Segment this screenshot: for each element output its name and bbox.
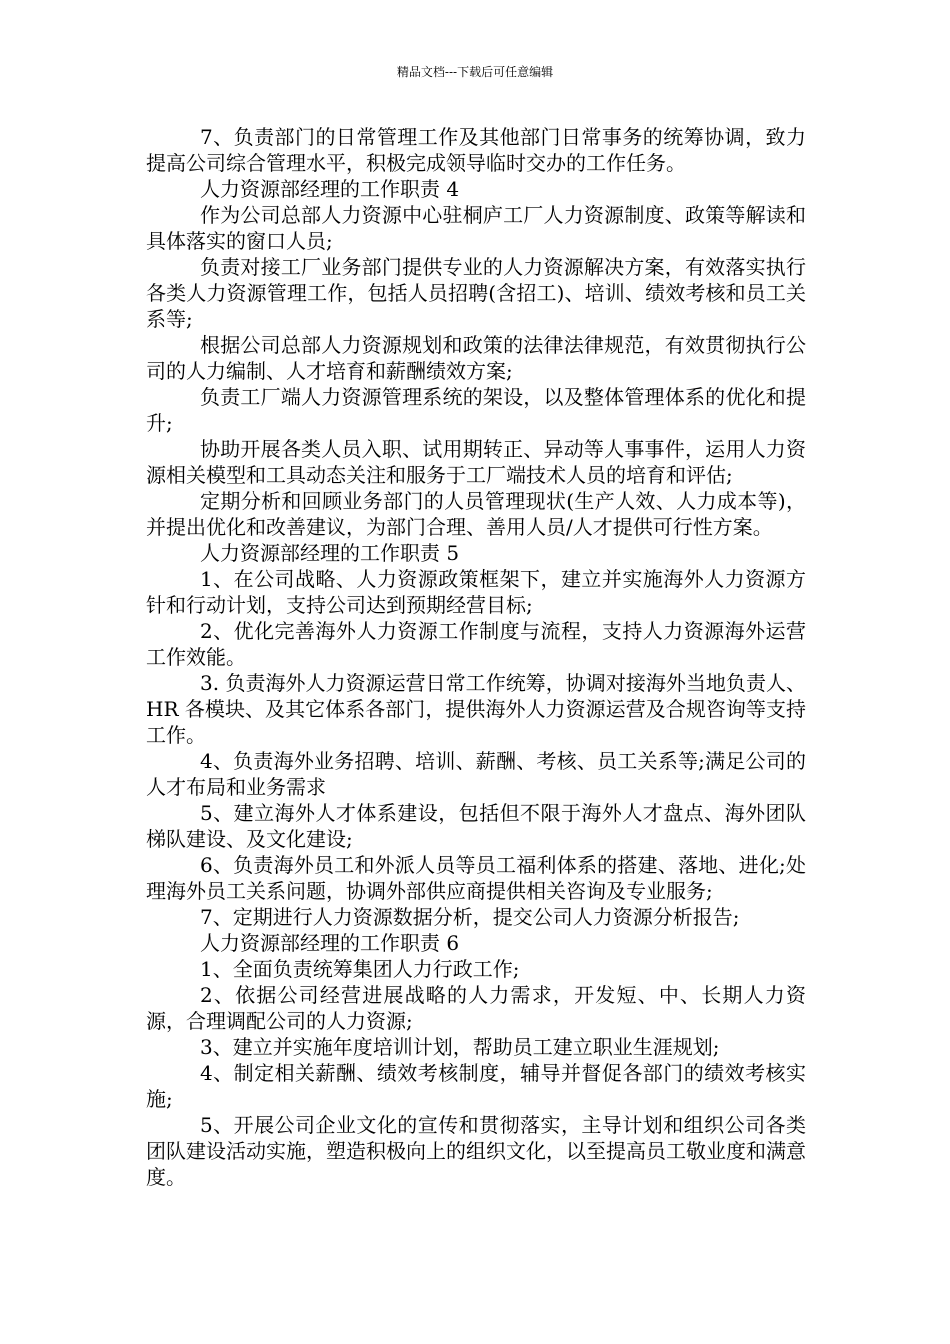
paragraph: 4、负责海外业务招聘、培训、薪酬、考核、员工关系等;满足公司的人才布局和业务需求	[146, 749, 806, 799]
paragraph: 5、建立海外人才体系建设，包括但不限于海外人才盘点、海外团队梯队建设、及文化建设;	[146, 801, 806, 851]
section-heading: 人力资源部经理的工作职责 6	[200, 931, 460, 955]
paragraph: 定期分析和回顾业务部门的人员管理现状(生产人效、人力成本等)，并提出优化和改善建议，为部门合理、善用人员/人才提供可行性方案。	[146, 489, 806, 539]
page-header: 精品文档---下载后可任意编辑	[396, 65, 554, 79]
paragraph: 负责对接工厂业务部门提供专业的人力资源解决方案，有效落实执行各类人力资源管理工作，包括人员招聘(含招工)、培训、绩效考核和员工关系等;	[146, 255, 806, 331]
paragraph: 负责工厂端人力资源管理系统的架设，以及整体管理体系的优化和提升;	[146, 385, 806, 435]
paragraph: 协助开展各类人员入职、试用期转正、异动等人事事件，运用人力资源相关模型和工具动态关注和服务于工厂端技术人员的培育和评估;	[146, 437, 806, 487]
paragraph: 7、定期进行人力资源数据分析，提交公司人力资源分析报告;	[200, 905, 740, 929]
section-heading: 人力资源部经理的工作职责 5	[200, 541, 460, 565]
paragraph: 6、负责海外员工和外派人员等员工福利体系的搭建、落地、进化;处理海外员工关系问题，协调外部供应商提供相关咨询及专业服务;	[146, 853, 806, 903]
paragraph: 根据公司总部人力资源规划和政策的法律法律规范，有效贯彻执行公司的人力编制、人才培育和薪酬绩效方案;	[146, 333, 806, 383]
paragraph: 作为公司总部人力资源中心驻桐庐工厂人力资源制度、政策等解读和具体落实的窗口人员;	[146, 203, 806, 253]
document-body	[146, 124, 806, 1190]
paragraph: 3. 负责海外人力资源运营日常工作统筹，协调对接海外当地负责人、HR 各模块、及其它体系各部门，提供海外人力资源运营及合规咨询等支持工作。	[146, 671, 806, 747]
section-heading: 人力资源部经理的工作职责 4	[200, 177, 460, 201]
paragraph: 5、开展公司企业文化的宣传和贯彻落实，主导计划和组织公司各类团队建设活动实施，塑造积极向上的组织文化，以至提高员工敬业度和满意度。	[146, 1113, 806, 1189]
paragraph: 7、负责部门的日常管理工作及其他部门日常事务的统筹协调，致力提高公司综合管理水平，积极完成领导临时交办的工作任务。	[146, 125, 806, 175]
paragraph: 1、全面负责统筹集团人力行政工作;	[200, 957, 520, 981]
paragraph: 1、在公司战略、人力资源政策框架下，建立并实施海外人力资源方针和行动计划，支持公司达到预期经营目标;	[146, 567, 806, 617]
paragraph: 2、优化完善海外人力资源工作制度与流程，支持人力资源海外运营工作效能。	[146, 619, 806, 669]
paragraph: 2、依据公司经营进展战略的人力需求，开发短、中、长期人力资源，合理调配公司的人力资源;	[146, 983, 806, 1033]
paragraph: 4、制定相关薪酬、绩效考核制度，辅导并督促各部门的绩效考核实施;	[146, 1061, 806, 1111]
paragraph: 3、建立并实施年度培训计划，帮助员工建立职业生涯规划;	[200, 1035, 720, 1059]
